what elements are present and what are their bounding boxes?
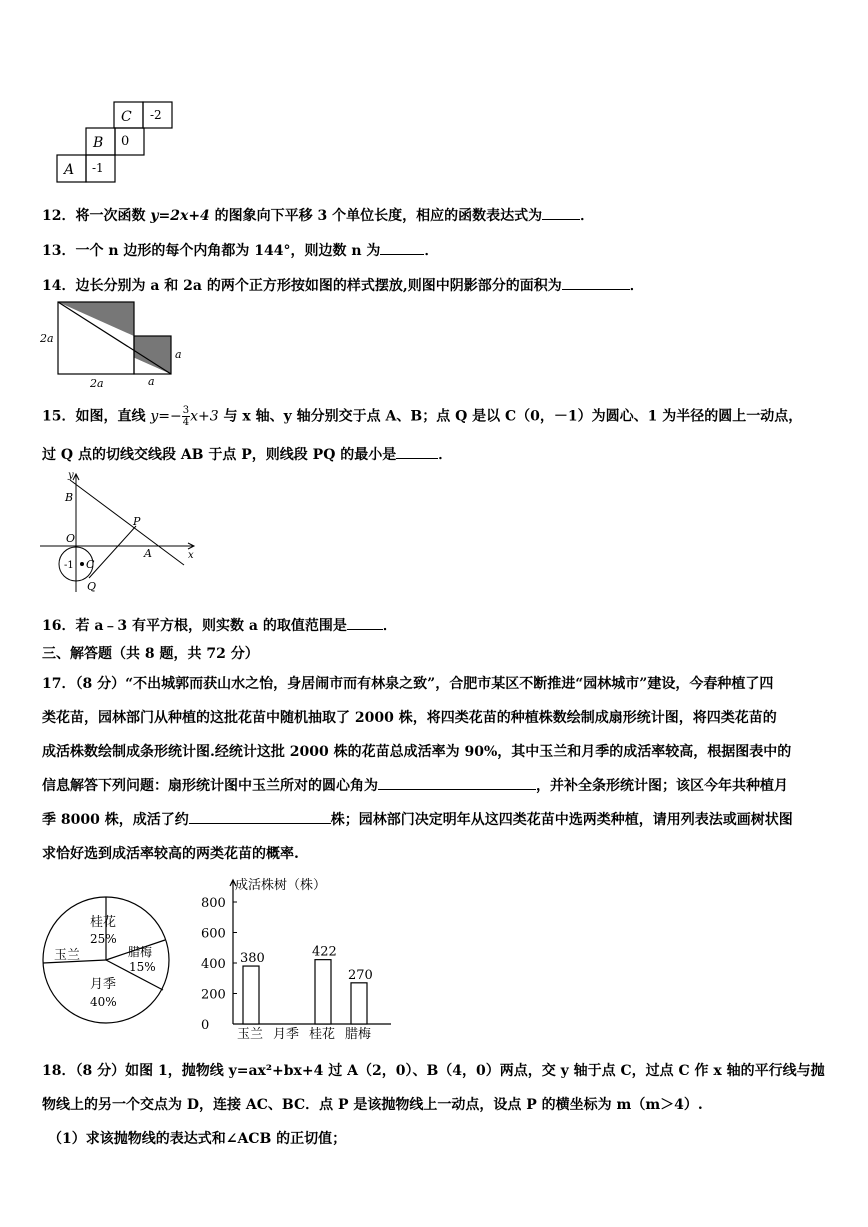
fig15-c-label: C xyxy=(86,558,95,571)
question-15-line1 xyxy=(42,405,802,428)
q17-number: 17． xyxy=(42,676,76,692)
fig15-q-label: Q xyxy=(87,580,97,593)
q15-line2: 过 Q 点的切线交线段 AB 于点 P，则线段 PQ 的最小是 xyxy=(42,447,397,463)
pie-label-yueji: 月季 xyxy=(90,977,117,992)
question-18-line2: 物线上的另一个交点为 D，连接 AC、BC．点 P 是该抛物线上一动点，设点 P 的横坐标为 m（m＞4）. xyxy=(42,1097,703,1113)
q12-answer-blank[interactable] xyxy=(542,205,580,220)
line-circle-figure xyxy=(38,466,203,598)
question-18-line1 xyxy=(42,1060,825,1080)
bar-chart-category-label: 玉兰 xyxy=(237,1027,264,1040)
q12-post: 的图象向下平移 3 个单位长度，相应的函数表达式为 xyxy=(209,208,543,224)
q17-score: （8 分） xyxy=(75,676,126,692)
q16-answer-blank[interactable] xyxy=(347,615,383,630)
fig15-minus1-label: -1 xyxy=(64,560,74,571)
grid-letter-a: A xyxy=(64,162,75,178)
q15-eq-y: y xyxy=(150,408,159,425)
q18-number: 18． xyxy=(42,1063,76,1079)
question-16 xyxy=(42,615,397,635)
q15-frac-den: 4 xyxy=(182,417,190,428)
fig15-y-label: y xyxy=(68,470,74,481)
q15-fraction xyxy=(182,405,190,428)
bar-chart-data-label: 270 xyxy=(348,967,373,983)
q14-number: 14． xyxy=(42,278,76,294)
grid-letter-b: B xyxy=(93,135,104,151)
squares-figure-svg xyxy=(38,298,198,390)
q15-post: 与 x 轴、y 轴分别交于点 A、B；点 Q 是以 C（0，－1）为圆心、1 为半径的圆上一动点， xyxy=(218,408,803,425)
question-17-line2: 类花苗，园林部门从种植的这批花苗中随机抽取了 2000 株，将四类花苗的种植株数绘制成扇形统计图，将四类花苗的 xyxy=(42,710,777,726)
pie-label-lamei: 腊梅 xyxy=(128,945,153,959)
fig14-bottom-big: 2a xyxy=(90,377,104,390)
grid-value-c: -2 xyxy=(150,108,162,122)
q17-l4b: ，并补全条形统计图；该区今年共种植月 xyxy=(536,778,788,794)
pie-chart-svg xyxy=(40,893,172,1028)
q14-answer-blank[interactable] xyxy=(562,275,630,290)
q16-end: ． xyxy=(382,618,397,634)
bar-chart-category-label: 桂花 xyxy=(309,1027,336,1040)
question-13 xyxy=(42,240,438,260)
bar-chart-data-label: 422 xyxy=(312,944,337,960)
q12-number: 12． xyxy=(42,208,76,224)
question-14 xyxy=(42,275,644,295)
q12-function: y=2x+4 xyxy=(150,208,210,224)
q13-answer-blank[interactable] xyxy=(380,240,424,255)
q15-number: 15． xyxy=(42,408,76,425)
q17-l1: “不出城郭而获山水之怡，身居闹市而有林泉之致”，合肥市某区不断推进“园林城市”建设，今春种植了四 xyxy=(125,676,774,692)
bar-chart-ytick-label: 200 xyxy=(201,987,226,1003)
grid-value-b: 0 xyxy=(121,134,130,149)
bar-chart xyxy=(195,872,395,1040)
q17-l5b: 株；园林部门决定明年从这四类花苗中选两类种植，请用列表法或画树状图 xyxy=(330,812,793,828)
q13-number: 13． xyxy=(42,243,76,259)
bar-chart-ytick-label: 600 xyxy=(201,926,226,942)
q14-text: 边长分别为 a 和 2a 的两个正方形按如图的样式摆放,则图中阴影部分的面积为 xyxy=(75,278,562,294)
squares-figure xyxy=(38,298,198,390)
q13-end: ． xyxy=(424,243,439,259)
bar-chart-bar xyxy=(351,983,367,1024)
pie-pct-yueji: 40% xyxy=(90,995,117,1009)
bar-chart-ytick-label: 0 xyxy=(201,1018,210,1033)
q15-eq-rest: x+3 xyxy=(190,408,219,425)
pie-label-yulan: 玉兰 xyxy=(54,948,81,963)
fig15-o-label: O xyxy=(66,532,76,545)
q15-eq-minus: − xyxy=(170,408,182,425)
q15-pre: 如图，直线 xyxy=(75,408,151,425)
grid-letter-c: C xyxy=(121,109,132,125)
question-17-line4 xyxy=(42,775,788,795)
fig15-p-label: P xyxy=(133,515,141,528)
question-17-line3: 成活株数绘制成条形统计图.经统计这批 2000 株的花苗总成活率为 90%，其中玉兰和月季的成活率较高，根据图表中的 xyxy=(42,744,792,760)
fig14-left-label: 2a xyxy=(40,332,54,345)
q16-text: 若 a﹣3 有平方根，则实数 a 的取值范围是 xyxy=(75,618,347,634)
question-17-line6: 求恰好选到成活率较高的两类花苗的概率. xyxy=(42,846,299,862)
bar-chart-ytick-label: 800 xyxy=(201,896,226,911)
question-12 xyxy=(42,205,594,225)
q15-eq-equals: = xyxy=(158,408,171,425)
bar-chart-category-label: 腊梅 xyxy=(345,1027,372,1040)
q17-angle-blank[interactable] xyxy=(378,775,536,790)
q15-end: ． xyxy=(438,447,453,463)
q16-number: 16． xyxy=(42,618,76,634)
q18-score: （8 分） xyxy=(75,1063,126,1079)
q12-end: ． xyxy=(580,208,595,224)
q15-frac-num: 3 xyxy=(182,405,190,416)
bar-chart-bar xyxy=(315,960,331,1024)
section-3-heading: 三、解答题（共 8 题，共 72 分） xyxy=(42,646,259,662)
pie-pct-guihua: 25% xyxy=(90,932,117,946)
fig15-b-label: B xyxy=(65,491,74,504)
q17-l5a: 季 8000 株，成活了约 xyxy=(42,812,189,828)
number-grid-figure xyxy=(55,100,180,185)
q15-answer-blank[interactable] xyxy=(396,444,438,459)
bar-chart-ytick-label: 400 xyxy=(201,957,226,972)
pie-pct-lamei: 15% xyxy=(129,960,156,974)
bar-chart-bar xyxy=(243,966,259,1024)
q14-end: ． xyxy=(629,278,644,294)
pie-chart xyxy=(40,893,172,1028)
question-15-line2 xyxy=(42,444,452,464)
q13-text: 一个 n 边形的每个内角都为 144°，则边数 n 为 xyxy=(75,243,381,259)
pie-label-guihua: 桂花 xyxy=(90,915,117,930)
fig14-right-small: a xyxy=(175,348,182,361)
fig15-x-label: x xyxy=(188,550,194,561)
question-17-line5 xyxy=(42,809,793,829)
grid-value-a: -1 xyxy=(92,161,104,175)
q18-l1: 如图 1，抛物线 y=ax²+bx+4 过 A（2，0）、B（4，0）两点，交 y 轴于点 C，过点 C 作 x 轴的平行线与抛 xyxy=(125,1063,825,1079)
question-17-line1 xyxy=(42,673,773,693)
bar-chart-category-label: 月季 xyxy=(273,1027,300,1040)
q17-survive-blank[interactable] xyxy=(189,809,331,824)
line-circle-svg xyxy=(38,466,203,598)
bar-chart-data-label: 380 xyxy=(240,951,265,967)
fig15-a-label: A xyxy=(144,547,152,560)
fig14-bottom-small: a xyxy=(148,375,155,388)
q17-l4a: 信息解答下列问题：扇形统计图中玉兰所对的圆心角为 xyxy=(42,778,378,794)
bar-chart-ylabel: 成活株树（株） xyxy=(235,878,327,893)
number-grid-svg xyxy=(55,100,180,185)
bar-chart-svg xyxy=(195,872,395,1040)
q12-pre: 将一次函数 xyxy=(75,208,151,224)
question-18-part1: （1）求该抛物线的表达式和∠ACB 的正切值； xyxy=(48,1131,347,1147)
